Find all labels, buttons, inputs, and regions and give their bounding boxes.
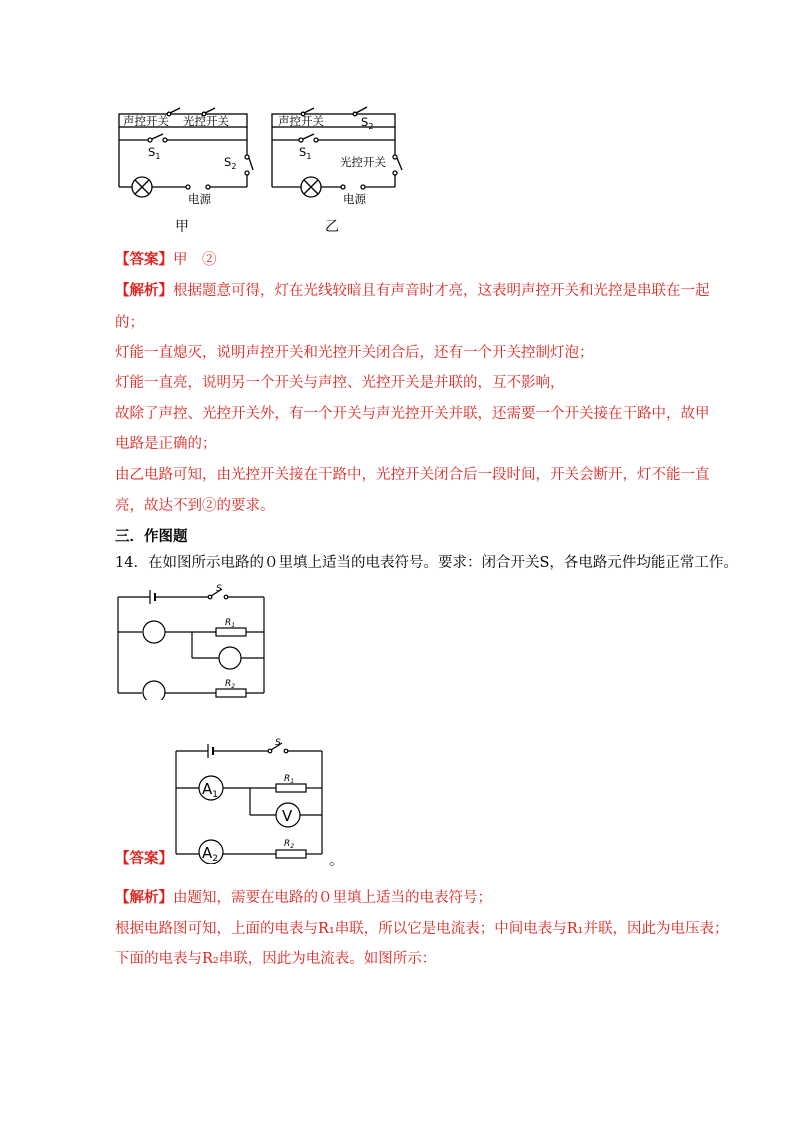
jia-s1-label: $S_1$: [148, 145, 161, 161]
analysis-13-line-7: 由乙电路可知，由光控开关接在干路中，光控开关闭合后一段时间，开关会断开，灯不能一直: [115, 467, 710, 483]
analysis-tag: 【解析】: [115, 282, 173, 299]
analysis-14-line-2: 根据电路图可知，上面的电表与R₁串联，所以它是电流表；中间电表与R₁并联，因此为电压表；: [115, 921, 729, 937]
question-14: 14．在如图所示电路的０里填上适当的电表符号。要求：闭合开关S，各电路元件均能正常工作。: [115, 555, 738, 571]
yi-s2-label: $S_2$: [361, 115, 374, 131]
q14-switch-label: S: [216, 584, 222, 594]
analysis-14-line-1: 【解析】由题知，需要在电路的０里填上适当的电表符号；: [115, 889, 492, 906]
question-14-circuit: [112, 582, 272, 700]
ammeter-a2-label: $A_2$: [202, 844, 218, 864]
q14-r1-label: $R_1$: [225, 618, 236, 629]
analysis-13-line-2: 的；: [115, 315, 144, 331]
ammeter-a1-label: $A_1$: [202, 780, 218, 800]
jia-caption: 甲: [175, 219, 189, 235]
answer-text: 甲 ②: [173, 252, 217, 268]
jia-power-label: 电源: [188, 192, 211, 206]
circuit-figure-jia: [110, 100, 260, 240]
analysis-tag: 【解析】: [115, 889, 173, 906]
answer-13: [115, 250, 217, 270]
analysis-13-line-8: 亮，故达不到②的要求。: [115, 498, 275, 514]
yi-caption: 乙: [325, 219, 339, 235]
analysis-13-line-3: 灯能一直熄灭，说明声控开关和光控开关闭合后，还有一个开关控制灯泡；: [115, 345, 594, 361]
yi-s1-label: $S_1$: [299, 145, 312, 161]
analysis-13-line-4: 灯能一直亮，说明另一个开关与声控、光控开关是并联的，互不影响，: [115, 375, 565, 391]
a14-r1-label: $R_1$: [284, 774, 295, 785]
jia-label-sound-switch: 声控开关: [123, 114, 169, 128]
analysis-14-line-3: 下面的电表与R₂串联，因此为电流表。如图所示：: [115, 951, 437, 967]
analysis-13-line-5: 故除了声控、光控开关外，有一个开关与声光控开关并联，还需要一个开关接在干路中，故甲: [115, 406, 710, 422]
q14-r2-label: $R_2$: [225, 679, 236, 690]
circuit-figure-yi: [265, 100, 410, 240]
yi-label-sound-switch: 声控开关: [278, 114, 324, 128]
yi-power-label: 电源: [343, 192, 366, 206]
section-heading: 三．作图题: [115, 528, 188, 545]
yi-label-light-switch: 光控开关: [340, 155, 386, 169]
jia-label-light-switch: 光控开关: [183, 114, 229, 128]
answer-tag: 【答案】: [115, 251, 173, 268]
analysis-13-line-6: 电路是正确的；: [115, 436, 217, 452]
voltmeter-v-label: V: [282, 807, 293, 825]
answer-14-circuit: [170, 736, 330, 864]
answer-14-period: 。: [329, 853, 344, 869]
answer-14-tag: 【答案】: [115, 850, 173, 867]
a14-r2-label: $R_2$: [284, 839, 295, 850]
jia-s2-label: $S_2$: [224, 155, 237, 171]
a14-switch-label: S: [275, 738, 281, 748]
analysis-13-line-1: 【解析】根据题意可得，灯在光线较暗且有声音时才亮，这表明声控开关和光控是串联在一起: [115, 282, 710, 299]
